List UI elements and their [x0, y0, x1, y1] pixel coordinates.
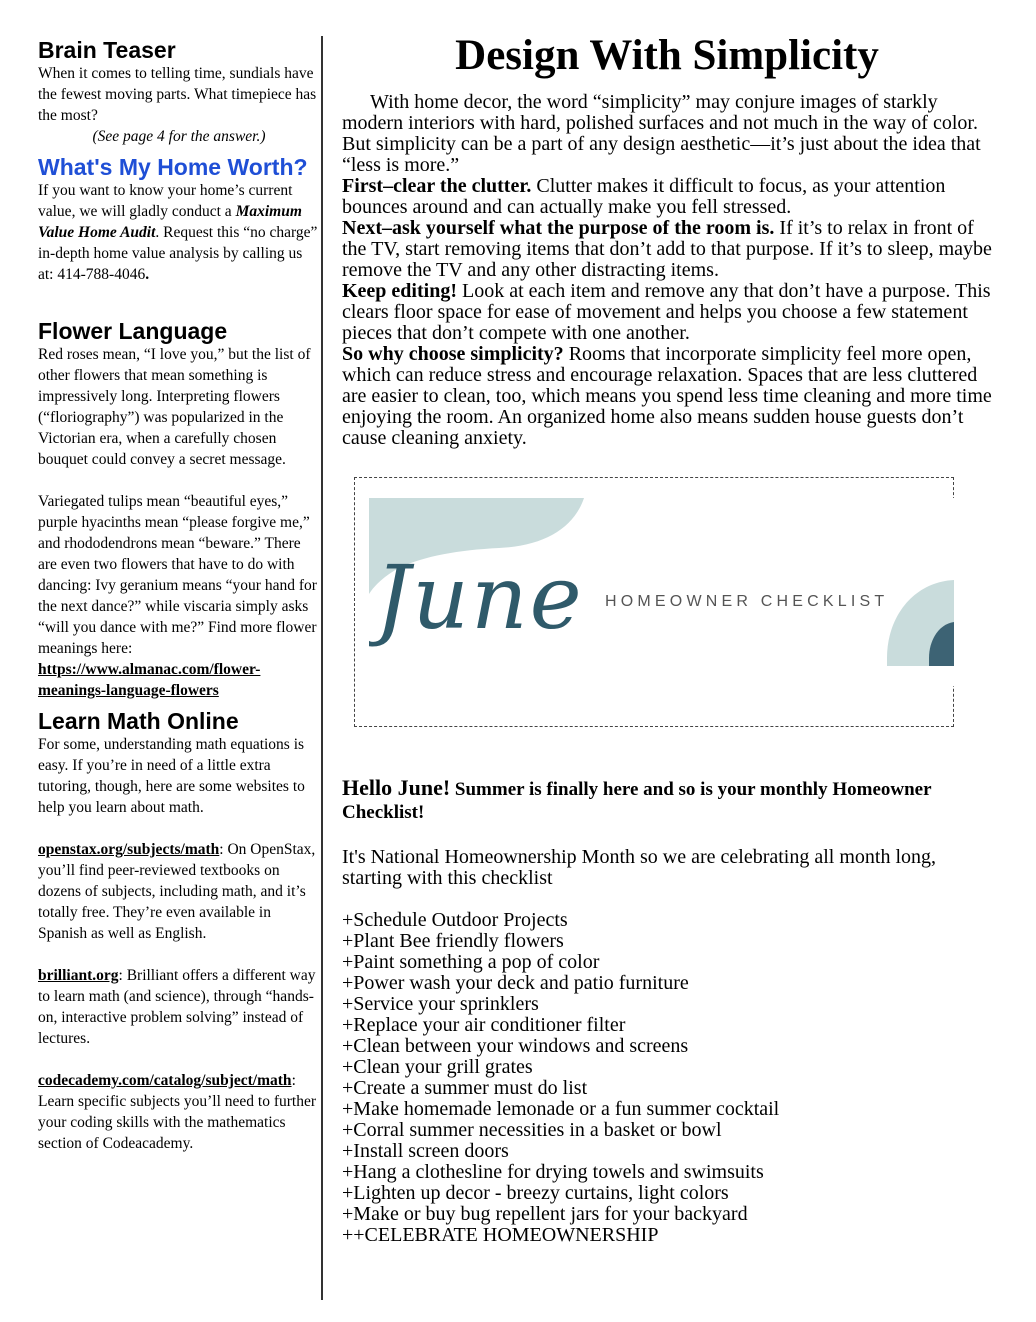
checklist-item: +Schedule Outdoor Projects	[342, 909, 568, 931]
checklist-item: +Install screen doors	[342, 1140, 509, 1162]
home-worth-heading: What's My Home Worth?	[38, 154, 308, 180]
brilliant-link[interactable]: brilliant.org	[38, 967, 119, 984]
checklist-item: +Make or buy bug repellent jars for your backyard	[342, 1203, 748, 1225]
brain-teaser-heading: Brain Teaser	[38, 37, 176, 63]
openstax-link[interactable]: openstax.org/subjects/math	[38, 841, 220, 858]
tip-3: Keep editing! Look at each item and remove any that don’t have a purpose. This clears floor space for ease of movement and helps you choose a few statement pieces that don’t compete with one another.	[342, 280, 991, 344]
checklist-item: +Power wash your deck and patio furniture	[342, 972, 689, 994]
home-worth-section	[38, 155, 320, 285]
right-column	[342, 30, 992, 1246]
home-audit-name: Maximum Value Home Audit	[38, 203, 302, 241]
codecademy-paragraph: codecademy.com/catalog/subject/math: Learn specific subjects you’ll need to further your coding skills with the mathematics section of Codeacademy.	[38, 1072, 317, 1152]
checklist-item: +Plant Bee friendly flowers	[342, 930, 564, 952]
learn-math-heading: Learn Math Online	[38, 708, 239, 734]
june-script-word: June	[375, 546, 584, 649]
codecademy-link[interactable]: codecademy.com/catalog/subject/math	[38, 1072, 292, 1089]
flower-language-section	[38, 319, 320, 701]
homeownership-month-intro: It's National Homeownership Month so we are celebrating all month long, starting with this checklist	[342, 846, 937, 889]
flower-language-paragraph-2: Variegated tulips mean “beautiful eyes,” purple hyacinths mean “please forgive me,” and rhododendrons mean “beware.” There are even two flowers that have to do with dancing: Ivy geranium means “your hand for the next dance?” while viscaria simply asks “will you dance with me?” Find more flower meanings here: https://www.almanac.com/flower-meanings-language-flowers	[38, 493, 317, 699]
checklist-item: +Clean between your windows and screens	[342, 1035, 689, 1057]
june-checklist-banner	[354, 477, 954, 727]
tip-1: First–clear the clutter. Clutter makes it difficult to focus, as your attention bounces around and can actually make you fell stressed.	[342, 175, 946, 218]
tip-2: Next–ask yourself what the purpose of the room is. If it’s to relax in front of the TV, start removing items that don’t add to that purpose. If it’s to sleep, maybe remove the TV and any other distracting items.	[342, 217, 992, 281]
banner-graphic	[369, 498, 954, 686]
learn-math-section	[38, 709, 320, 1154]
brain-teaser-body: When it comes to telling time, sundials have the fewest moving parts. What timepiece has the most?	[38, 65, 317, 124]
checklist-item: +Corral summer necessities in a basket or bowl	[342, 1119, 722, 1141]
learn-math-intro: For some, understanding math equations is easy. If you’re in need of a little extra tutoring, though, here are some websites to help you learn about math.	[38, 736, 305, 816]
article-title: Design With Simplicity	[455, 32, 879, 79]
flower-language-paragraph-1: Red roses mean, “I love you,” but the list of other flowers that mean something is impressively long. Interpreting flowers (“floriography”) was popularized in the Victorian era, when a carefully chosen bouquet could convey a secret message.	[38, 346, 311, 468]
left-column	[38, 38, 320, 1154]
hello-june-heading: Hello June! Summer is finally here and so is your monthly Homeowner Checklist!	[342, 775, 932, 823]
flower-language-heading: Flower Language	[38, 318, 228, 344]
almanac-link[interactable]: https://www.almanac.com/flower-meanings-language-flowers	[38, 661, 261, 699]
column-divider	[321, 36, 323, 1300]
openstax-paragraph: openstax.org/subjects/math: On OpenStax, you’ll find peer-reviewed textbooks on dozens of subjects, including math, and it’s totally free. They’re even available in Spanish as well as English.	[38, 841, 316, 942]
homeowner-checklist-label: HOMEOWNER CHECKLIST	[605, 593, 889, 610]
checklist-item: +Make homemade lemonade or a fun summer cocktail	[342, 1098, 780, 1120]
checklist-item: +Create a summer must do list	[342, 1077, 588, 1099]
brilliant-paragraph: brilliant.org: Brilliant offers a different way to learn math (and science), through “hands-on, interactive problem solving” instead of lectures.	[38, 967, 316, 1047]
june-checklist	[342, 910, 992, 1246]
checklist-item: +Clean your grill grates	[342, 1056, 533, 1078]
home-worth-body: If you want to know your home’s current value, we will gladly conduct a Maximum Value Home Audit. Request this “no charge” in-depth home value analysis by calling us at: 414-788-4046.	[38, 182, 318, 283]
checklist-item: +Replace your air conditioner filter	[342, 1014, 626, 1036]
tip-4: So why choose simplicity? Rooms that incorporate simplicity feel more open, which can reduce stress and encourage relaxation. Spaces that are less cluttered are easier to clean, too, which means you spend less time cleaning and more time enjoying the room. An organized home also means sudden house guests don’t cause cleaning anxiety.	[342, 343, 992, 449]
checklist-item: +Lighten up decor - breezy curtains, light colors	[342, 1182, 729, 1204]
checklist-item: +Service your sprinklers	[342, 993, 539, 1015]
article-intro: With home decor, the word “simplicity” may conjure images of starkly modern interiors with hard, polished surfaces and not much in the way of color. But simplicity can be a part of any design aesthetic—it’s just about the idea that “less is more.”	[342, 91, 981, 176]
brain-teaser-section	[38, 38, 320, 147]
checklist-item: +Hang a clothesline for drying towels and swimsuits	[342, 1161, 764, 1183]
checklist-item: +Paint something a pop of color	[342, 951, 600, 973]
checklist-item: ++CELEBRATE HOMEOWNERSHIP	[342, 1224, 659, 1246]
brain-teaser-note: (See page 4 for the answer.)	[92, 128, 266, 145]
